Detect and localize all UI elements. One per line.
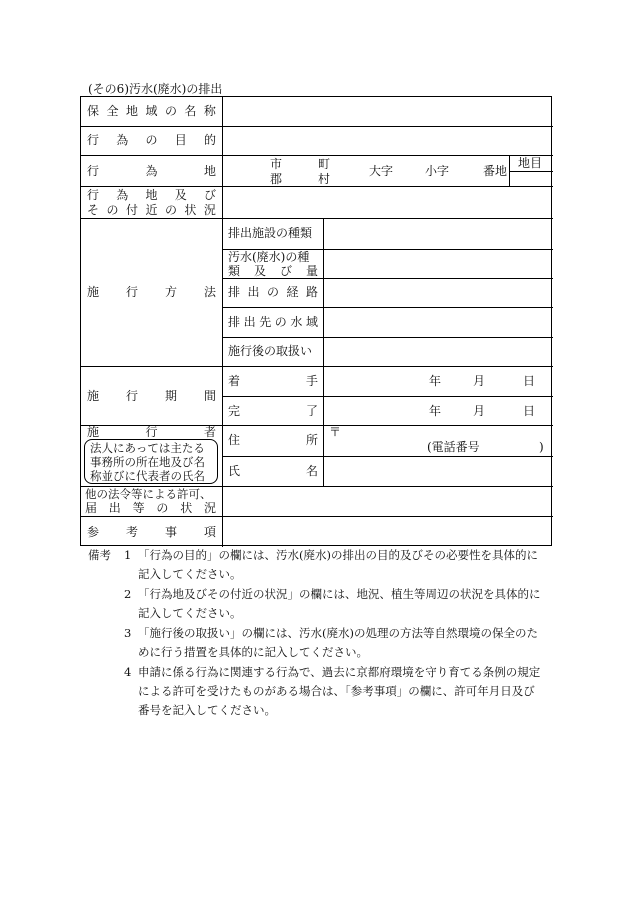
row-rule bbox=[222, 456, 553, 457]
label-area-name: 保 全 地 域 の 名 称 bbox=[87, 104, 216, 118]
label-permits-1: 他の法令等による許可、 bbox=[85, 487, 212, 501]
label-method: 施 行 方 法 bbox=[87, 285, 216, 299]
period-end-day: 日 bbox=[523, 404, 536, 418]
period-end-year: 年 bbox=[429, 404, 442, 418]
row-rule bbox=[81, 218, 553, 219]
period-start: 着 手 bbox=[228, 374, 318, 388]
note-4-line-2: による許可を受けたものがある場合は、「参考事項」の欄に、許可年月日及び bbox=[138, 684, 535, 698]
note-4-num: 4 bbox=[124, 665, 132, 679]
note-4-line-1: 申請に係る行為に関連する行為で、過去に京都府環境を守り育てる条例の規定 bbox=[138, 665, 541, 679]
period-start-year: 年 bbox=[429, 374, 442, 388]
loc-banchi: 番地 bbox=[483, 164, 508, 178]
label-situation-2: そ の 付 近 の 状 況 bbox=[87, 203, 216, 217]
period-start-month: 月 bbox=[473, 374, 486, 388]
label-remarks: 参 考 事 項 bbox=[87, 525, 216, 539]
notes-heading: 備考 bbox=[88, 548, 111, 562]
period-start-day: 日 bbox=[523, 374, 536, 388]
executor-address-label: 住 所 bbox=[228, 433, 318, 447]
executor-note-1: 法人にあっては主たる bbox=[90, 441, 205, 455]
note-4-line-3: 番号を記入してください。 bbox=[138, 703, 276, 717]
note-1-line-1: 「行為の目的」の欄には、汚水(廃水)の排出の目的及びその必要性を具体的に bbox=[138, 548, 538, 562]
loc-gun: 郡 bbox=[270, 172, 283, 186]
period-end-month: 月 bbox=[473, 404, 486, 418]
method-after-handling: 施行後の取扱い bbox=[228, 344, 313, 358]
row-rule bbox=[81, 516, 553, 517]
note-3-num: 3 bbox=[124, 626, 132, 640]
row-rule bbox=[222, 396, 553, 397]
col-rule bbox=[323, 218, 324, 486]
row-rule bbox=[222, 337, 553, 338]
note-2-line-1: 「行為地及びその付近の状況」の欄には、地況、植生等周辺の状況を具体的に bbox=[138, 587, 541, 601]
col-rule bbox=[509, 155, 510, 186]
note-2-line-2: 記入してください。 bbox=[138, 606, 242, 620]
note-1-line-2: 記入してください。 bbox=[138, 567, 242, 581]
form-title: (その6)汚水(廃水)の排出 bbox=[88, 82, 223, 96]
label-location: 行 為 地 bbox=[87, 164, 216, 178]
phone-close: ) bbox=[539, 440, 544, 454]
label-executor: 施 行 者 bbox=[87, 425, 216, 439]
row-rule bbox=[81, 366, 553, 367]
loc-machi: 町 bbox=[318, 157, 331, 171]
label-situation-1: 行 為 地 及 び bbox=[87, 188, 216, 202]
application-form-table bbox=[80, 96, 552, 546]
note-1-num: 1 bbox=[124, 548, 132, 562]
note-2-num: 2 bbox=[124, 587, 132, 601]
row-rule bbox=[222, 307, 553, 308]
note-3-line-2: めに行う措置を具体的に記入してください。 bbox=[138, 645, 368, 659]
method-route: 排 出 の 経 路 bbox=[228, 285, 318, 299]
method-wastewater-1: 汚水(廃水)の種 bbox=[228, 250, 310, 264]
loc-shi: 市 bbox=[270, 157, 283, 171]
method-destination: 排 出 先 の 水 域 bbox=[228, 315, 318, 329]
postal-mark: 〒 bbox=[329, 425, 342, 439]
row-rule bbox=[81, 155, 553, 156]
row-rule bbox=[81, 186, 553, 187]
executor-name-label: 氏 名 bbox=[228, 464, 318, 478]
note-3-line-1: 「施行後の取扱い」の欄には、汚水(廃水)の処理の方法等自然環境の保全のた bbox=[138, 626, 538, 640]
period-end: 完 了 bbox=[228, 404, 318, 418]
label-permits-2: 届 出 等 の 状 況 bbox=[85, 501, 216, 515]
loc-mura: 村 bbox=[318, 172, 331, 186]
label-period: 施 行 期 間 bbox=[87, 389, 216, 403]
method-wastewater-2: 類 及 び 量 bbox=[228, 264, 318, 278]
label-purpose: 行 為 の 目 的 bbox=[87, 133, 216, 147]
executor-note-3: 称並びに代表者の氏名 bbox=[90, 469, 205, 483]
chimoku-rule bbox=[509, 171, 553, 172]
loc-chimoku: 地目 bbox=[518, 156, 543, 170]
method-facility-type: 排出施設の種類 bbox=[228, 226, 313, 240]
loc-koaza: 小字 bbox=[425, 164, 450, 178]
phone-label: (電話番号 bbox=[427, 440, 480, 454]
col-rule bbox=[222, 97, 223, 547]
executor-note-2: 事務所の所在地及び名 bbox=[90, 455, 205, 469]
row-rule bbox=[222, 278, 553, 279]
loc-oaza: 大字 bbox=[369, 164, 394, 178]
row-rule bbox=[81, 126, 553, 127]
